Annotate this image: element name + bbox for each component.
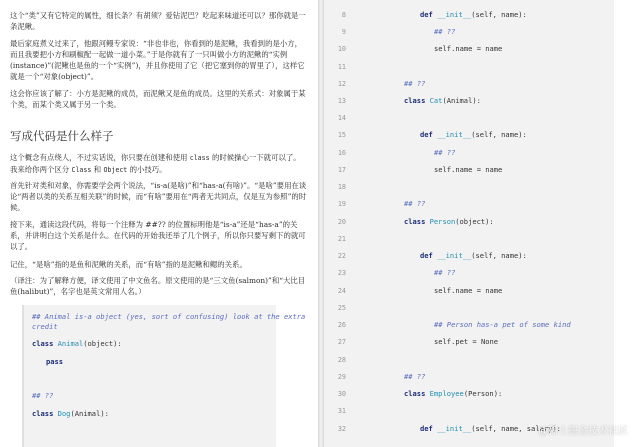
- right-page: [324, 0, 640, 447]
- code-comment-line: ## ??: [434, 268, 456, 277]
- paragraph-class-attributes: 这个“类”又有它特定的属性，细长条？有胡须？爱钻泥巴？吃起来味道还可以？那你就是一条泥鳅。: [10, 11, 306, 31]
- line-number: 10: [337, 45, 346, 53]
- code-text: (object):: [83, 339, 122, 348]
- code-line-pass: pass: [46, 357, 64, 366]
- code-function-name: __init__: [437, 251, 472, 260]
- code-line-class-dog: [32, 409, 109, 419]
- paragraph-translator-note: （译注：为了解释方便，译文使用了中文鱼名。原文使用的是“三文鱼(salmon)”和“大比目鱼(halibut)”，名字也是英文常用人名。）: [10, 276, 306, 296]
- code-line-self-name: self.name = name: [434, 286, 503, 295]
- code-line-self-name: self.name = name: [434, 165, 503, 174]
- code-comment-line: ## ??: [434, 27, 456, 36]
- line-number: 26: [337, 321, 346, 329]
- code-text: (self, name, salary):: [471, 424, 561, 433]
- code-comment-line: ## ??: [32, 391, 54, 400]
- paragraph-instructions: 接下来，通读这段代码，将每一个注释为 ##?? 的位置标明他是“is-a”还是“has-a”的关系，并讲明白这个关系是什么。在代码的开始我还举了几个例子，所以你只要写剩下的就可以了。: [10, 220, 306, 251]
- p4-text-a: 这个概念有点绕人，不过实话说，你只要在创建和使用: [10, 153, 190, 162]
- code-keyword: def: [420, 251, 433, 260]
- code-keyword: def: [420, 10, 433, 19]
- code-text: (Animal):: [70, 409, 109, 418]
- code-text: (Animal):: [442, 96, 481, 105]
- paragraph-remember: 记住，“是啥”指的是鱼和泥鳅的关系，而“有啥”指的是泥鳅和鳃的关系。: [10, 260, 247, 269]
- code-function-name: __init__: [437, 424, 472, 433]
- line-number: 19: [337, 200, 346, 208]
- code-comment-line: ## ??: [404, 372, 426, 381]
- code-keyword: class: [404, 217, 426, 226]
- left-page: [0, 0, 318, 447]
- inline-code-Object: Object: [103, 166, 128, 174]
- code-keyword: def: [420, 424, 433, 433]
- line-number: 32: [337, 425, 346, 433]
- code-comment-line: ## Person has-a pet of some kind: [434, 320, 571, 329]
- line-number: 24: [337, 287, 346, 295]
- code-text: (self, name):: [471, 251, 527, 260]
- watermark: @稀土掘金技术社区: [538, 426, 628, 437]
- code-keyword: class: [32, 339, 54, 348]
- code-line-class-cat: [404, 96, 481, 106]
- line-number: 23: [337, 269, 346, 277]
- p4-text-b: 的时候操心一下就可以了。我来给你两个区分: [10, 153, 301, 174]
- line-number: 8: [341, 11, 346, 19]
- code-text: (self, name):: [471, 130, 527, 139]
- code-keyword: class: [32, 409, 54, 418]
- code-line-self-name: self.name = name: [434, 44, 503, 53]
- line-number: 21: [337, 235, 346, 243]
- code-class-name: Employee: [429, 389, 464, 398]
- line-number: 14: [337, 114, 346, 122]
- line-number: 12: [337, 80, 346, 88]
- line-number: 18: [337, 183, 346, 191]
- line-number: 31: [337, 407, 346, 415]
- paragraph-is-a-has-a: 首先针对类和对象，你需要学会两个说法，“is-a(是啥)”和“has-a(有啥)”。“是啥”要用在谈论“两者以类的关系互相关联”的时候，而“有啥”要用在“两者无共同点，仅是互为参照”的时候。: [10, 181, 307, 212]
- p4-text-d: 的小技巧。: [127, 165, 167, 174]
- code-comment-line: credit: [32, 322, 58, 331]
- code-keyword: def: [420, 130, 433, 139]
- code-keyword: class: [404, 389, 426, 398]
- code-keyword: class: [404, 96, 426, 105]
- code-line-class-animal: [32, 339, 122, 349]
- line-number: 30: [337, 390, 346, 398]
- section-heading: 写成代码是什么样子: [10, 129, 114, 143]
- line-number: 29: [337, 373, 346, 381]
- line-number: 22: [337, 252, 346, 260]
- line-number: 25: [337, 304, 346, 312]
- line-number: 27: [337, 338, 346, 346]
- code-class-name: Dog: [57, 409, 71, 418]
- code-comment-line: ## Animal is-a object (yes, sort of confusing) look at the extra: [32, 312, 306, 321]
- code-comment-line: ## ??: [434, 148, 456, 157]
- line-number: 20: [337, 218, 346, 226]
- inline-code-class: class: [189, 154, 210, 162]
- line-number: 11: [337, 63, 346, 71]
- code-line-class-employee: [404, 389, 502, 399]
- line-number: 15: [337, 131, 346, 139]
- code-line-def-init: [420, 10, 527, 20]
- line-number: 16: [337, 149, 346, 157]
- paragraph-relationship: 这会你应该了解了：小方是泥鳅的成员，而泥鳅又是鱼的成员。这里的关系式：对象属于某个类，而某个类又属于另一个类。: [10, 89, 306, 109]
- line-number: 17: [337, 166, 346, 174]
- line-number: 9: [341, 28, 346, 36]
- code-class-name: Person: [429, 217, 456, 226]
- paragraph-instance-object: 最后家庭煮义过来了，他跟河鳗专家说：“非也非也，你看到的是泥鳅，我看到的是小方，而且我要把小方和刷椒配一起做一道小菜。”于是你就有了一只叫做小方的泥鳅的“实例(instance)”(泥鳅也是鱼的一个“实例”)，并且你使用了它（把它塞到你的胃里了），这样它就是一个“对象(object)”。: [10, 39, 305, 81]
- code-line-def-init: [420, 251, 527, 261]
- code-class-name: Cat: [429, 96, 443, 105]
- code-text: (object):: [455, 217, 494, 226]
- code-function-name: __init__: [437, 10, 472, 19]
- code-comment-line: ## ??: [404, 199, 426, 208]
- code-class-name: Animal: [57, 339, 84, 348]
- code-line-self-pet: self.pet = None: [434, 337, 499, 346]
- inline-code-Class: Class: [71, 166, 92, 174]
- line-number: 13: [337, 97, 346, 105]
- code-line-class-person: [404, 217, 494, 227]
- code-block-left: [22, 305, 306, 447]
- code-line-def-init: [420, 130, 527, 140]
- code-block-right: [324, 0, 614, 447]
- code-function-name: __init__: [437, 130, 472, 139]
- paragraph-class-object-tips: [10, 152, 308, 176]
- p4-text-c: 和: [91, 165, 104, 174]
- line-number: 28: [337, 356, 346, 364]
- code-text: (self, name):: [471, 10, 527, 19]
- code-comment-line: ## ??: [404, 79, 426, 88]
- code-text: (Person):: [463, 389, 503, 398]
